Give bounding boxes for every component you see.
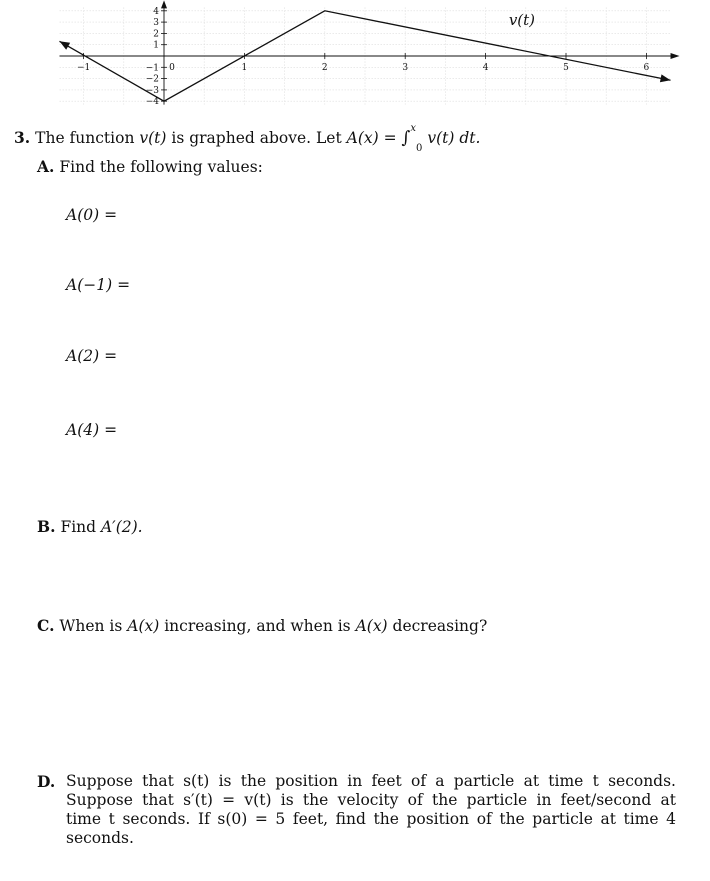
x-tick-label: 2 <box>321 63 328 73</box>
part-a-label: A. <box>37 157 55 176</box>
y-tick-label: 1 <box>153 40 159 51</box>
y-tick-label: 4 <box>153 6 159 17</box>
problem-number: 3. <box>14 128 31 147</box>
series-label-v-of-t: v(t) <box>508 10 536 29</box>
value-a-neg1: A(−1) = <box>66 276 131 294</box>
part-d-line-2: Suppose that s′(t) = v(t) is the velocity of the particle in feet/second at <box>66 791 676 809</box>
part-a-text: Find the following values: <box>59 158 263 176</box>
intro-a-of-x: A(x) = <box>346 129 402 147</box>
x-tick-label: 5 <box>563 63 569 73</box>
x-tick-label: 4 <box>482 63 489 73</box>
part-c-text-3: decreasing? <box>387 617 488 635</box>
x-tick-label: 1 <box>241 63 248 73</box>
part-d-text <box>66 772 676 848</box>
integral-lower-limit: 0 <box>416 143 423 155</box>
part-d-label: D. <box>37 772 56 791</box>
x-tick-label: 6 <box>643 63 650 73</box>
y-tick-label: −2 <box>145 74 159 85</box>
y-tick-label: 2 <box>153 29 159 40</box>
part-c-label: C. <box>37 616 55 635</box>
value-a-4: A(4) = <box>66 421 118 439</box>
x-tick-label: −1 <box>76 63 91 73</box>
integrand: v(t) dt. <box>427 129 481 147</box>
intro-v-of-t: v(t) <box>139 129 167 147</box>
velocity-graph <box>0 0 710 115</box>
value-a-2: A(2) = <box>66 347 118 365</box>
intro-text-2: is graphed above. Let <box>166 129 347 147</box>
part-b-label: B. <box>37 517 56 536</box>
part-b-text: Find <box>60 518 101 536</box>
part-c-text-1: When is <box>59 617 128 635</box>
intro-text-1: The function <box>35 129 140 147</box>
y-tick-label: −4 <box>145 97 159 108</box>
y-tick-label: −3 <box>145 85 159 96</box>
part-c-text-2: increasing, and when is <box>159 617 356 635</box>
part-d-line-4: seconds. <box>66 829 134 847</box>
integral-upper-limit: x <box>410 122 416 134</box>
part-c-math-2: A(x) <box>355 617 388 635</box>
series-arrow-left-icon <box>57 38 70 50</box>
part-c-math-1: A(x) <box>127 617 160 635</box>
part-b-math: A′(2). <box>100 518 143 536</box>
x-tick-label: 0 <box>169 63 175 73</box>
part-c <box>37 616 487 635</box>
part-a <box>37 157 263 176</box>
part-d-line-3: time t seconds. If s(0) = 5 feet, find the position of the particle at time 4 <box>66 810 676 828</box>
y-tick-label: 3 <box>153 18 159 29</box>
x-tick-label: 3 <box>402 63 409 73</box>
part-d-line-1: Suppose that s(t) is the position in feet of a particle at time t seconds. <box>66 772 676 790</box>
problem-statement <box>14 122 481 155</box>
series-arrow-right-icon <box>660 74 671 84</box>
integral-sign: ∫ <box>401 128 411 148</box>
part-b <box>37 517 143 536</box>
y-tick-label: −1 <box>145 63 159 74</box>
x-axis-arrow-icon <box>671 53 680 59</box>
value-a-0: A(0) = <box>66 206 118 224</box>
y-axis-arrow-icon <box>161 0 167 8</box>
